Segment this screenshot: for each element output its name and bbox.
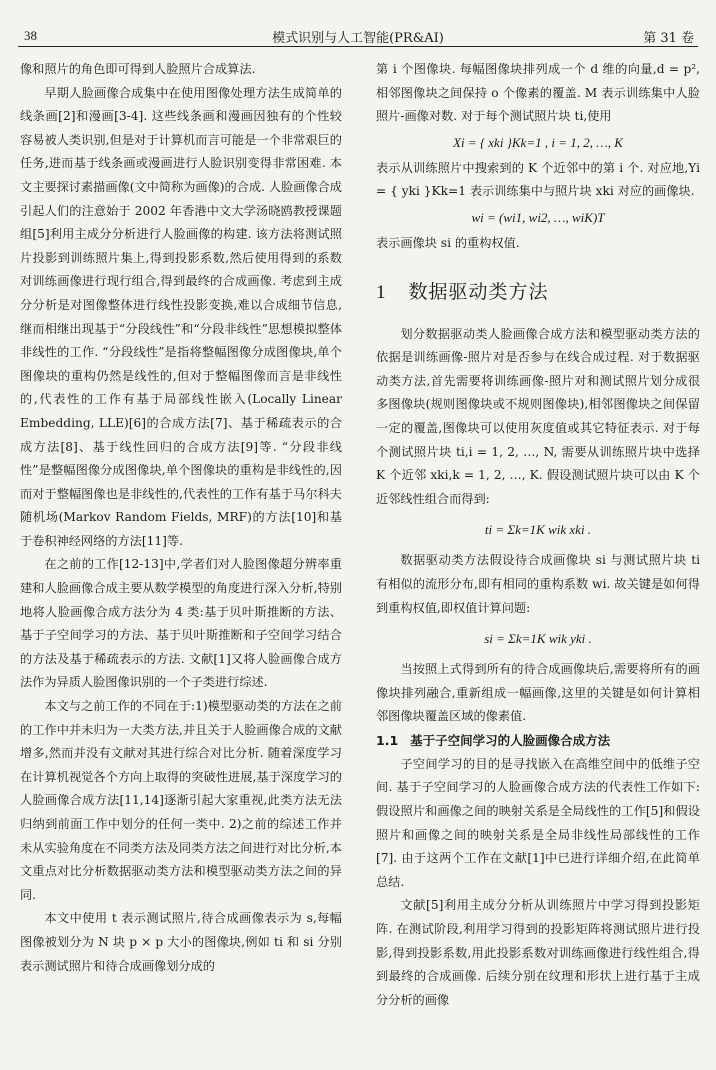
right-column	[376, 58, 700, 1012]
paragraph: 第 i 个图像块. 每幅图像块排列成一个 d 维的向量,d = p², 相邻图像块之间保持 o 个像素的覆盖. M 表示训练集中人脸照片-画像对数. 对于每个测试照片块 ti,使用	[376, 62, 700, 124]
paragraph: 像和照片的角色即可得到人脸照片合成算法.	[20, 62, 256, 76]
paragraph: 本文中使用 t 表示测试照片,待合成画像表示为 s,每幅图像被划分为 N 块 p × p 大小的图像块,例如 ti 和 si 分别表示测试照片和待合成画像划分成的	[20, 911, 342, 973]
equation-sketch-reconstruction: si = Σk=1K wik yki .	[484, 631, 592, 647]
paragraph: 数据驱动类方法假设待合成画像块 si 与测试照片块 ti 有相似的流形分布,即有相同的重构系数 wi. 故关键是如何得到重构权值,即权值计算问题:	[376, 553, 700, 615]
paragraph: 在之前的工作[12-13]中,学者们对人脸图像超分辨率重建和人脸画像合成主要从数学模型的角度进行深入分析,特别地将人脸画像合成方法分为 4 类:基于贝叶斯推断的方法、基于子空间学习的方法、基于贝叶斯推断和子空间学习结合的方法及基于稀疏表示的方法. 文献[1]又将人脸画像合成方法作为异质人脸图像识别的一个子类进行综述.	[20, 557, 342, 690]
subsection-heading-1-1	[376, 729, 700, 753]
paragraph: 表示从训练照片中搜索到的 K 个近邻中的第 i 个. 对应地,Yi = { yki }Kk=1 表示训练集中与照片块 xki 对应的画像块.	[376, 160, 700, 199]
running-header	[18, 24, 698, 47]
section-heading-1	[376, 270, 700, 315]
equation-weight-vector: wi = (wi1, wi2, …, wiK)T	[471, 209, 605, 225]
page-number: 38	[24, 28, 37, 43]
paragraph: 划分数据驱动类人脸画像合成方法和模型驱动类方法的依据是训练画像-照片对是否参与在线合成过程. 对于数据驱动类方法,首先需要将训练画像-照片对和测试照片划分成很多图像块(规则图像块或不规则图像块),相邻图像块之间保留一定的覆盖,图像块可以使用灰度值或其它特征表示. 对于每个测试照片块 ti,i = 1, 2, …, N, 需要从训练照片块中选择 K 个近邻 xki,k = 1, 2, …, K. 假设测试照片块可以由 K 个近邻线性组合而得到:	[376, 326, 700, 506]
subsection-title: 基于子空间学习的人脸画像合成方法	[410, 732, 611, 748]
equation-neighbor-set: Xi = { xki }Kk=1 , i = 1, 2, …, K	[453, 134, 623, 150]
left-column	[20, 58, 342, 978]
paragraph: 子空间学习的目的是寻找嵌入在高维空间中的低维子空间. 基于子空间学习的人脸画像合成方法的代表性工作如下:假设照片和画像之间的映射关系是全局线性的工作[5]和假设照片和画像之间的映射关系是全局非线性局部线性的工作[7]. 由于这两个工作在文献[1]中已进行详细介绍,在此简单总结.	[376, 756, 700, 889]
paragraph: 本文与之前工作的不同在于:1)模型驱动类的方法在之前的工作中并未归为一大类方法,并且关于人脸画像合成的文献增多,然而并没有文献对其进行综合对比分析. 随着深度学习在计算机视觉各个方向上取得的突破性进展,基于深度学习的人脸画像合成方法[11,14]逐渐引起大家重视,此类方法无法归纳到前面工作中划分的任何一类中. 2)之前的综述工作并未从实验角度在不同类方法及同类方法之间进行对比分析,本文重点对比分析数据驱动类方法和模型驱动类方法之间的异同.	[20, 699, 342, 902]
section-number: 1	[376, 281, 387, 303]
journal-title: 模式识别与人工智能(PR&AI)	[272, 31, 444, 46]
section-title: 数据驱动类方法	[408, 280, 549, 303]
equation-photo-reconstruction: ti = Σk=1K wik xki .	[484, 522, 592, 538]
paragraph: 表示画像块 si 的重构权值.	[376, 235, 520, 250]
paragraph: 文献[5]利用主成分分析从训练照片中学习得到投影矩阵. 在测试阶段,利用学习得到的投影矩阵将测试照片进行投影,得到投影系数,用此投影系数对训练画像进行线性组合,得到最终的合成画像. 后续分别在纹理和形状上进行基于主成分分析的画像	[376, 898, 700, 1007]
subsection-number: 1.1	[376, 732, 399, 748]
volume-label: 第 31 卷	[643, 31, 694, 46]
paragraph: 早期人脸画像合成集中在使用图像处理方法生成简单的线条画[2]和漫画[3-4]. 这些线条画和漫画因独有的个性较容易被人类识别,但是对于计算机而言可能是一个非常艰巨的任务,进而基于线条画或漫画进行人脸识别变得非常困难. 本文主要探讨素描画像(文中简称为画像)的合成. 人脸画像合成引起人们的注意始于 2002 年香港中文大学汤晓鸥教授课题组[5]利用主成分分析进行人脸画像的构建. 该方法将测试照片投影到训练照片集上,得到投影系数,然后使用得到的系数对训练画像进行现行组合,得到最终的合成画像. 考虑到主成分分析是对图像整体进行线性投影变换,难以合成细节信息,继而相继出现基于“分段线性”和“分段非线性”思想模拟整体非线性的工作. “分段线性”是指将整幅图像分成图像块,单个图像块的重构仍然是线性的,但对于整幅图像而言是非线性的,代表性的工作有基于局部线性嵌入(Locally Linear Embedding, LLE)[6]的合成方法[7]、基于稀疏表示的合成方法[8]、基于线性回归的合成方法[9]等. “分段非线性”是整幅图像分成图像块,单个图像块的重构是非线性的,因而对于整幅图像也是非线性的,代表性的工作有基于马尔科夫随机场(Markov Random Fields, MRF)的方法[10]和基于卷积神经网络的方法[11]等.	[20, 85, 342, 548]
paragraph: 当按照上式得到所有的待合成画像块后,需要将所有的画像块排列融合,重新组成一幅画像,这里的关键是如何计算相邻图像块覆盖区域的像素值.	[376, 662, 700, 724]
